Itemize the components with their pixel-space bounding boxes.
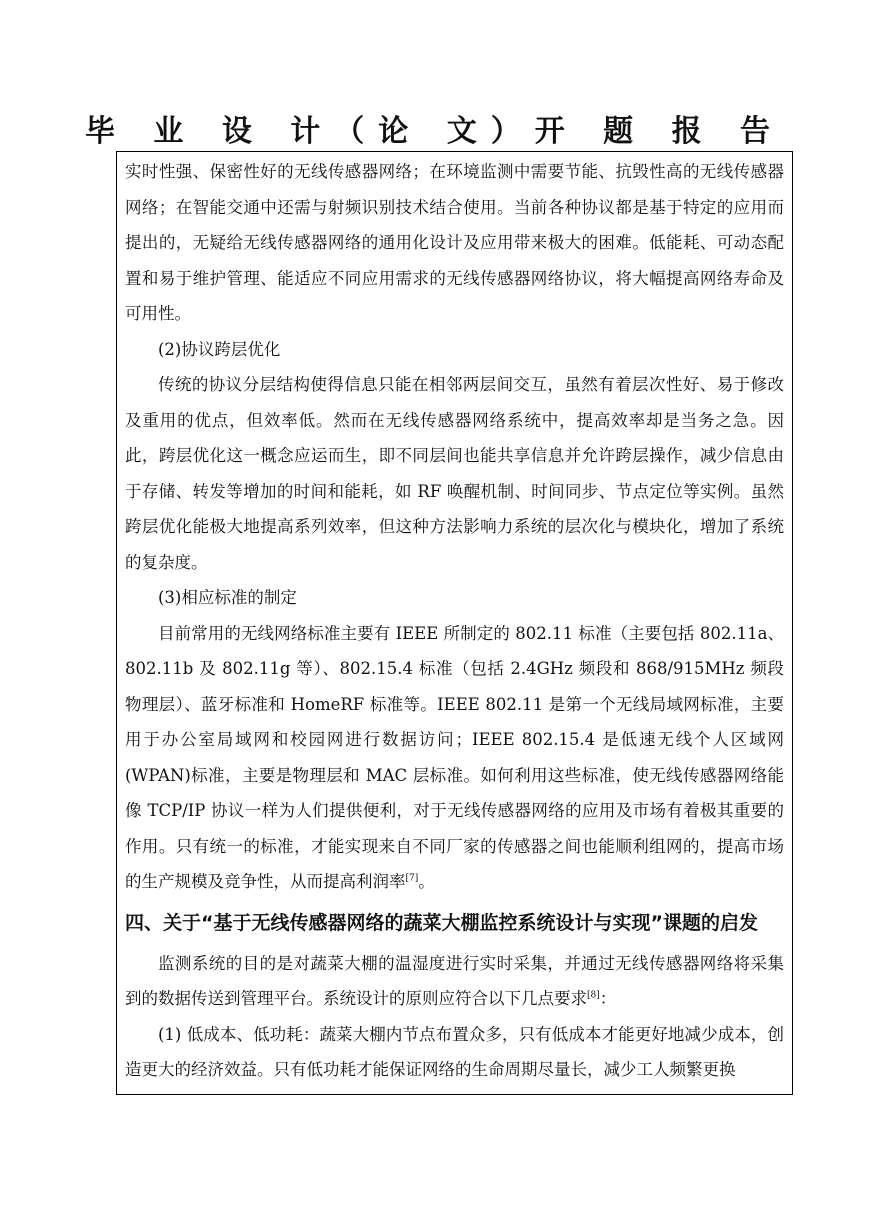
citation-7: [7] [405, 873, 419, 884]
item2-title: (2)协议跨层优化 [158, 339, 281, 359]
section4-text: 监测系统的目的是对蔬菜大棚的温湿度进行实时采集，并通过无线传感器网络将采集到的数据传送到管理平台。系统设计的原则应符合以下几点要求 [125, 953, 784, 1008]
item3-period: 。 [418, 872, 435, 891]
citation-8: [8] [587, 990, 600, 1001]
item3-text: 目前常用的无线网络标准主要有 IEEE 所制定的 802.11 标准（主要包括 802.11a、802.11b 及 802.11g 等）、802.15.4 标准（包括 2.4GHz 频段和 868/915MHz 频段物理层）、蓝牙标准和 HomeRF 标准等。IEEE 802.11 是第一个无线局域网标准，主要用于办公室局域网和校园网进行数据访问；IEEE 802.15.4 是低速无线个人区域网(WPAN)标准，主要是物理层和 MAC 层标准。如何利用这些标准，使无线传感器网络能像 TCP/IP 协议一样为人们提供便利，对于无线传感器网络的应用及市场有着极其重要的作用。只有统一的标准，才能实现来自不同厂家的传感器之间也能顺利组网的，提高市场的生产规模及竞争性，从而提高利润率 [125, 623, 784, 891]
page-title: 毕 业 设 计（论 文）开 题 报 告 [84, 114, 785, 149]
paragraph-intro: 实时性强、保密性好的无线传感器网络；在环境监测中需要节能、抗毁性高的无线传感器网络；在智能交通中还需与射频识别技术结合使用。当前各种协议都是基于特定的应用而提出的，无疑给无线传感器网络的通用化设计及应用带来极大的困难。低能耗、可动态配置和易于维护管理、能适应不同应用需求的无线传感器网络协议，将大幅提高网络寿命及可用性。 [125, 162, 784, 323]
item3-title: (3)相应标准的制定 [158, 588, 297, 607]
section4-heading: 四、关于“基于无线传感器网络的蔬菜大棚监控系统设计与实现”课题的启发 [125, 911, 758, 934]
item3-body [125, 616, 784, 900]
section4-item1: (1) 低成本、低功耗：蔬菜大棚内节点布置众多，只有低成本才能更好地减少成本，创造更大的经济效益。只有低功耗才能保证网络的生命周期尽量长，减少工人频繁更换 [125, 1024, 784, 1079]
document-frame [116, 151, 793, 1095]
section4-colon: ： [599, 989, 617, 1008]
section4-paragraph [125, 946, 784, 1017]
item2-body: 传统的协议分层结构使得信息只能在相邻两层间交互，虽然有着层次性好、易于修改及重用的优点，但效率低。然而在无线传感器网络系统中，提高效率却是当务之急。因此，跨层优化这一概念应运而生，即不同层间也能共享信息并允许跨层操作，减少信息由于存储、转发等增加的时间和能耗，如 RF 唤醒机制、时间同步、节点定位等实例。虽然跨层优化能极大地提高系列效率，但这种方法影响力系统的层次化与模块化，增加了系统的复杂度。 [125, 375, 784, 572]
